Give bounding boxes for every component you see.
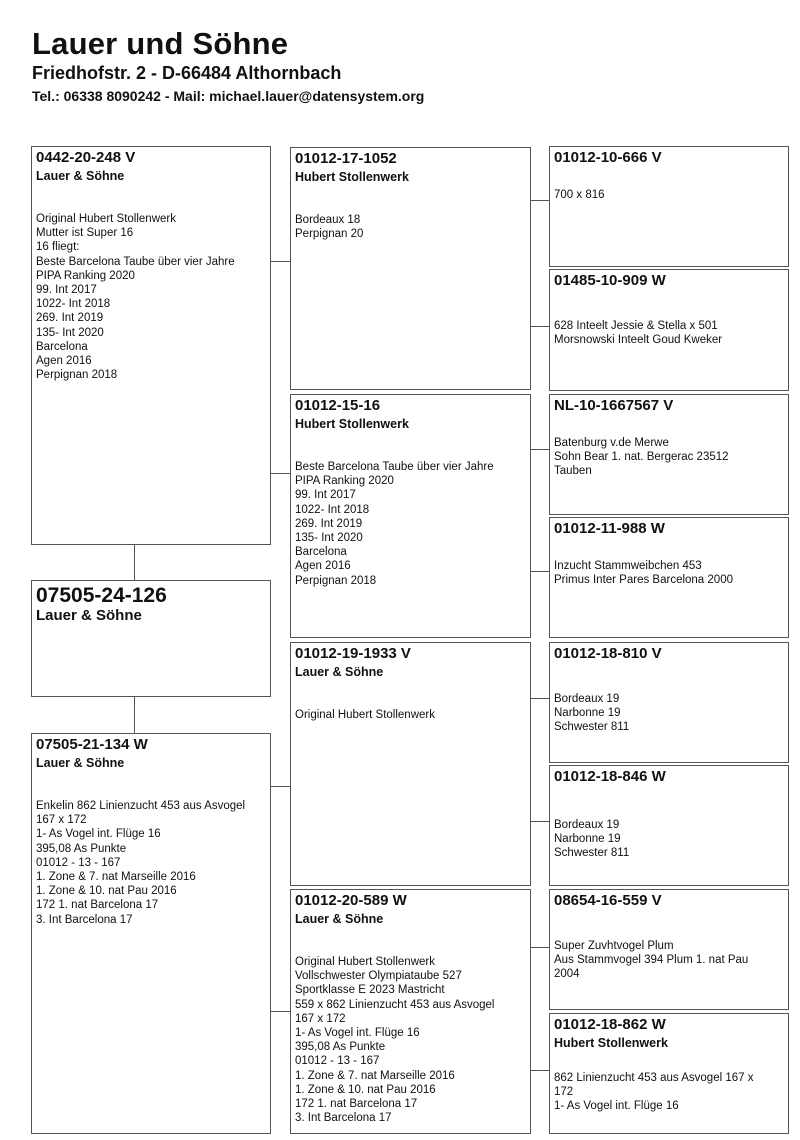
ring-number: 01012-10-666 V — [554, 149, 662, 166]
connector-line — [530, 698, 549, 699]
pigeon-info: Super Zuvhtvogel Plum Aus Stammvogel 394 Plum 1. nat Pau 2004 — [554, 940, 749, 981]
breeder-name: Lauer und Söhne — [32, 26, 289, 61]
owner-name: Hubert Stollenwerk — [554, 1036, 668, 1050]
pedigree-card-great-grandparent — [549, 642, 789, 763]
ring-number: 01012-18-810 V — [554, 645, 662, 662]
pigeon-info: Enkelin 862 Linienzucht 453 aus Asvogel 167 x 172 1- As Vogel int. Flüge 16 395,08 As Punkte 01012 - 13 - 167 1. Zone & 7. nat Marseille 2016 1. Zone & 10. nat Pau 2016 172 1. nat Barcelona 17 3. Int Barcelona 17 — [36, 800, 246, 926]
ring-number: 01012-18-862 W — [554, 1016, 666, 1033]
pigeon-info: 862 Linienzucht 453 aus Asvogel 167 x 172 1- As Vogel int. Flüge 16 — [554, 1072, 754, 1113]
owner-name: Lauer & Söhne — [36, 756, 125, 770]
connector-line — [530, 1070, 549, 1071]
pigeon-info: Beste Barcelona Taube über vier Jahre PIPA Ranking 2020 99. Int 2017 1022- Int 2018 269. Int 2019 135- Int 2020 Barcelona Agen 2016 Perpignan 2018 — [295, 461, 494, 587]
pigeon-info: 628 Inteelt Jessie & Stella x 501 Morsnowski Inteelt Goud Kweker — [554, 320, 723, 347]
pigeon-info: Original Hubert Stollenwerk — [295, 709, 435, 721]
ring-number: 01012-20-589 W — [295, 892, 407, 909]
ring-number: 07505-21-134 W — [36, 736, 148, 753]
owner-name: Lauer & Söhne — [295, 665, 384, 679]
breeder-address: Friedhofstr. 2 - D-66484 Althornbach — [32, 63, 342, 83]
pedigree-card-great-grandparent — [549, 394, 789, 515]
pigeon-info: Inzucht Stammweibchen 453 Primus Inter Pares Barcelona 2000 — [554, 560, 733, 587]
owner-name: Lauer & Söhne — [295, 912, 384, 926]
breeder-contact: Tel.: 06338 8090242 - Mail: michael.lauer@datensystem.org — [32, 88, 425, 104]
pedigree-card-grandfather-paternal — [290, 147, 531, 390]
connector-line — [134, 696, 135, 734]
connector-line — [530, 821, 549, 822]
ring-number: 08654-16-559 V — [554, 892, 662, 909]
pedigree-card-great-grandparent — [549, 146, 789, 267]
pigeon-info: Bordeaux 19 Narbonne 19 Schwester 811 — [554, 819, 630, 860]
ring-number: 01012-17-1052 — [295, 150, 397, 167]
pigeon-info: Batenburg v.de Merwe Sohn Bear 1. nat. Bergerac 23512 Tauben — [554, 437, 729, 478]
owner-name: Lauer & Söhne — [36, 607, 142, 624]
connector-line — [270, 261, 290, 262]
connector-line — [530, 947, 549, 948]
connector-line — [530, 449, 549, 450]
ring-number: 07505-24-126 — [36, 584, 167, 607]
ring-number: 01012-15-16 — [295, 397, 381, 414]
owner-name: Hubert Stollenwerk — [295, 170, 409, 184]
pigeon-info: Bordeaux 18 Perpignan 20 — [295, 214, 364, 241]
pedigree-card-grandmother-maternal — [290, 889, 531, 1134]
connector-line — [270, 786, 290, 787]
ring-number: 01012-18-846 W — [554, 768, 666, 785]
pedigree-card-great-grandparent — [549, 889, 789, 1010]
connector-line — [134, 544, 135, 581]
ring-number: 01012-19-1933 V — [295, 645, 411, 662]
connector-line — [530, 326, 549, 327]
connector-line — [270, 1011, 290, 1012]
ring-number: 01485-10-909 W — [554, 272, 666, 289]
owner-name: Lauer & Söhne — [36, 169, 125, 183]
ring-number: NL-10-1667567 V — [554, 397, 674, 414]
pedigree-card-great-grandparent — [549, 765, 789, 886]
pedigree-card-great-grandparent — [549, 517, 789, 638]
pedigree-card-grandfather-maternal — [290, 642, 531, 886]
pigeon-info: Bordeaux 19 Narbonne 19 Schwester 811 — [554, 693, 630, 734]
pedigree-card-father — [31, 146, 271, 545]
connector-line — [530, 571, 549, 572]
pigeon-info: 700 x 816 — [554, 189, 605, 201]
pigeon-info: Original Hubert Stollenwerk Vollschwester Olympiataube 527 Sportklasse E 2023 Mastricht 559 x 862 Linienzucht 453 aus Asvogel 167 x 172 1- As Vogel int. Flüge 16 395,08 As Punkte 01012 - 13 - 167 1. Zone & 7. nat Marseille 2016 1. Zone & 10. nat Pau 2016 172 1. nat Barcelona 17 3. Int Barcelona 17 — [295, 956, 495, 1125]
pedigree-card-mother — [31, 733, 271, 1134]
owner-name: Hubert Stollenwerk — [295, 417, 409, 431]
connector-line — [530, 200, 549, 201]
pedigree-card-great-grandparent — [549, 1013, 789, 1134]
pedigree-card-subject — [31, 580, 271, 697]
connector-line — [270, 473, 290, 474]
pedigree-card-grandmother-paternal — [290, 394, 531, 638]
ring-number: 01012-11-988 W — [554, 520, 665, 537]
breeder-header — [32, 26, 424, 105]
pedigree-card-great-grandparent — [549, 269, 789, 391]
pigeon-info: Original Hubert Stollenwerk Mutter ist Super 16 16 fliegt: Beste Barcelona Taube über vier Jahre PIPA Ranking 2020 99. Int 2017 1022- Int 2018 269. Int 2019 135- Int 2020 Barcelona Agen 2016 Perpignan 2018 — [36, 213, 235, 382]
ring-number: 0442-20-248 V — [36, 149, 136, 166]
